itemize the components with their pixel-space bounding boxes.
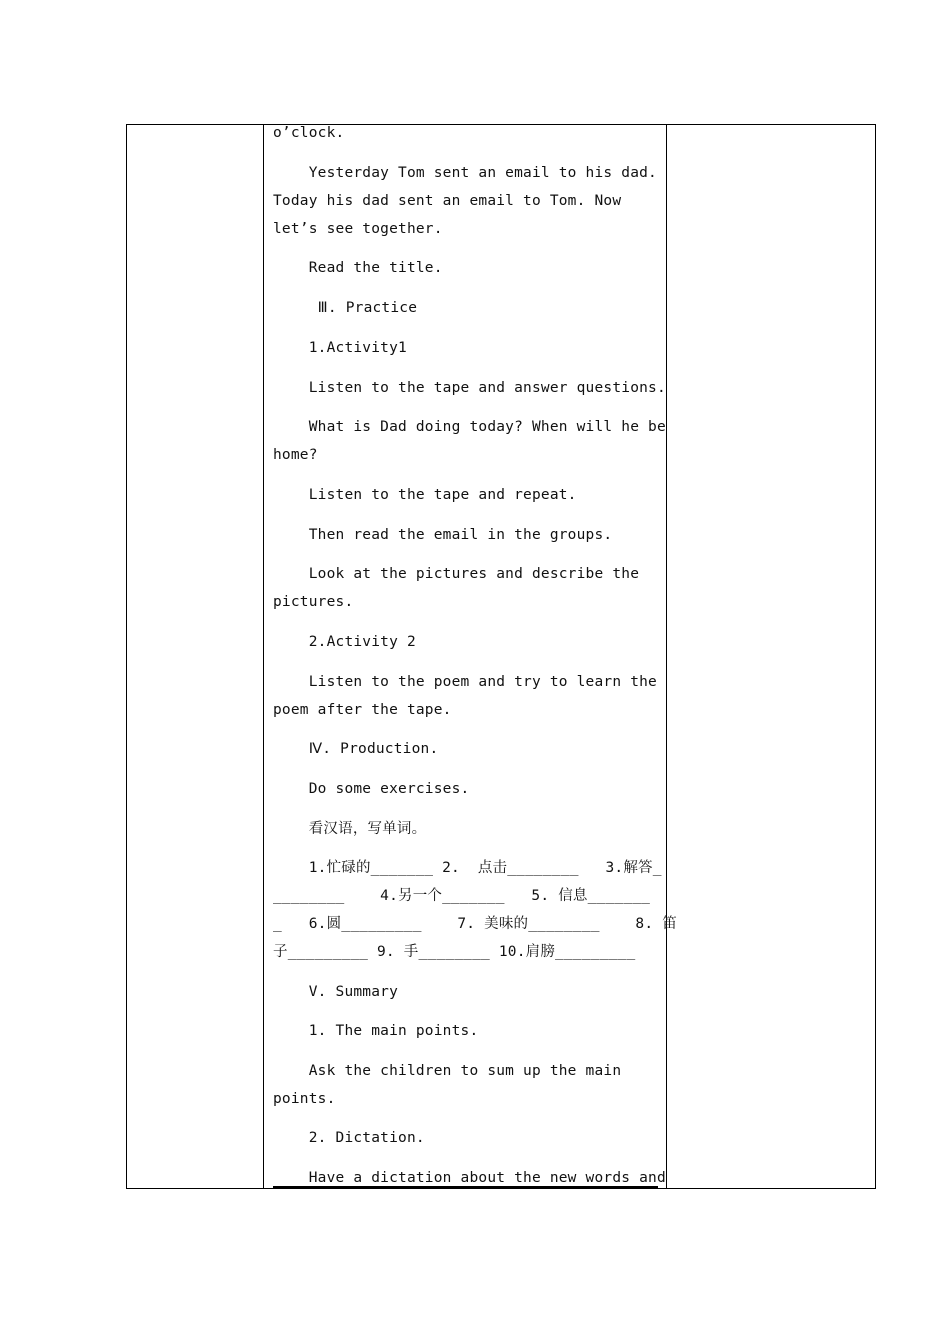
text-line: Yesterday Tom sent an email to his dad. — [273, 165, 657, 181]
text-line: 1. The main points. — [273, 1023, 479, 1039]
text-line: Look at the pictures and describe the — [273, 566, 640, 582]
section-heading: Ⅲ. Practice — [273, 300, 418, 316]
text-line: Ask the children to sum up the main — [273, 1063, 622, 1079]
text-line: 看汉语，写单词。 — [273, 821, 427, 837]
text-line: What is Dad doing today? When will he be — [273, 419, 666, 435]
text-line: Listen to the poem and try to learn the — [273, 674, 657, 690]
text-line: o’clock. — [273, 125, 345, 141]
column-divider-right — [666, 125, 667, 1188]
column-divider-left — [263, 125, 264, 1188]
cell-bottom-rule — [273, 1186, 658, 1188]
text-line: points. — [273, 1091, 336, 1107]
text-line: Have a dictation about the new words and — [273, 1170, 666, 1186]
lesson-table — [126, 124, 876, 1189]
exercise-line: _ 6.圆_________ 7. 美味的________ 8. 笛 — [273, 916, 677, 932]
exercise-line: 1.忙碌的_______ 2. 点击________ 3.解答_ — [273, 860, 662, 876]
section-heading: Ⅳ. Production. — [273, 741, 439, 757]
text-line: let’s see together. — [273, 221, 443, 237]
text-line: Today his dad sent an email to Tom. Now — [273, 193, 622, 209]
text-line: poem after the tape. — [273, 702, 452, 718]
text-line: pictures. — [273, 594, 354, 610]
text-line: Listen to the tape and repeat. — [273, 487, 577, 503]
text-line: 1.Activity1 — [273, 340, 407, 356]
text-line: 2. Dictation. — [273, 1130, 425, 1146]
section-heading: V. Summary — [273, 984, 399, 1000]
text-line: Do some exercises. — [273, 781, 470, 797]
text-line: 2.Activity 2 — [273, 634, 416, 650]
exercise-line: 子_________ 9. 手________ 10.肩膀_________ — [273, 944, 636, 960]
text-line: home? — [273, 447, 318, 463]
text-line: Listen to the tape and answer questions. — [273, 380, 666, 396]
text-line: Then read the email in the groups. — [273, 527, 613, 543]
text-line: Read the title. — [273, 260, 443, 276]
exercise-line: ________ 4.另一个_______ 5. 信息_______ — [273, 888, 651, 904]
